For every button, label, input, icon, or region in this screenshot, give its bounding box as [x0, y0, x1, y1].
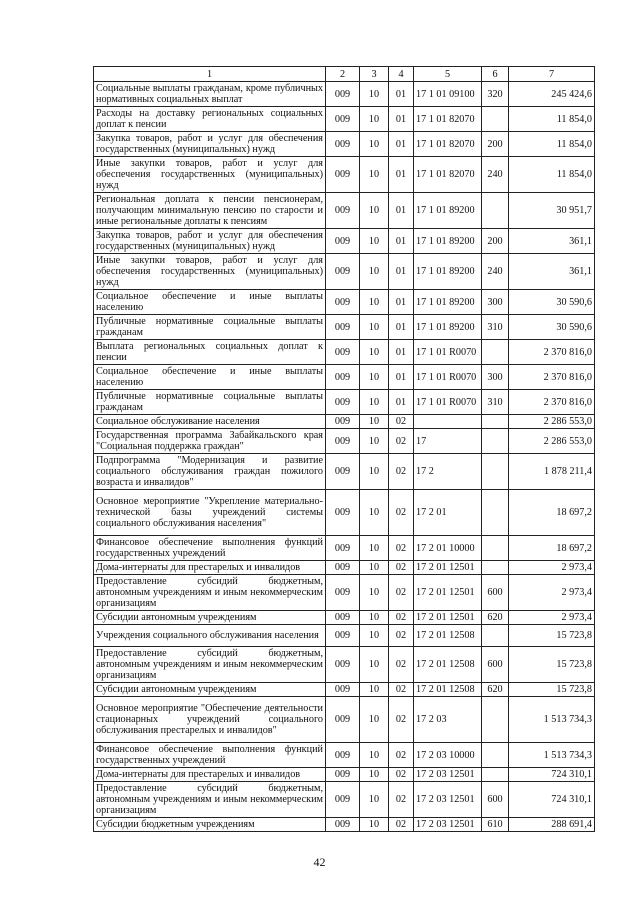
subsection-code-cell: 02 — [389, 415, 414, 429]
row-name-cell: Публичные нормативные социальные выплаты гражданам — [94, 315, 326, 340]
ministry-code-cell: 009 — [326, 157, 360, 193]
header-cell: 6 — [482, 67, 509, 82]
section-code-cell: 10 — [360, 697, 389, 743]
ministry-code-cell: 009 — [326, 536, 360, 561]
amount-cell: 1 513 734,3 — [509, 697, 595, 743]
expense-type-code-cell — [482, 193, 509, 229]
table-row — [94, 454, 595, 490]
amount-cell: 18 697,2 — [509, 536, 595, 561]
section-code-cell: 10 — [360, 743, 389, 768]
ministry-code-cell: 009 — [326, 132, 360, 157]
row-name-cell: Основное мероприятие "Обеспечение деятельности стационарных учреждений социального обслуживания престарелых и инвалидов" — [94, 697, 326, 743]
section-code-cell: 10 — [360, 229, 389, 254]
target-article-code-cell: 17 2 — [414, 454, 482, 490]
subsection-code-cell: 01 — [389, 229, 414, 254]
expense-type-code-cell: 600 — [482, 782, 509, 818]
ministry-code-cell: 009 — [326, 575, 360, 611]
expense-type-code-cell: 600 — [482, 647, 509, 683]
expense-type-code-cell: 300 — [482, 290, 509, 315]
subsection-code-cell: 01 — [389, 290, 414, 315]
target-article-code-cell: 17 1 01 82070 — [414, 107, 482, 132]
table-row — [94, 290, 595, 315]
section-code-cell: 10 — [360, 365, 389, 390]
row-name-cell: Социальное обслуживание населения — [94, 415, 326, 429]
amount-cell: 2 370 816,0 — [509, 365, 595, 390]
row-name-cell: Финансовое обеспечение выполнения функций государственных учреждений — [94, 536, 326, 561]
table-row — [94, 768, 595, 782]
row-name-cell: Выплата региональных социальных доплат к пенсии — [94, 340, 326, 365]
table-row — [94, 107, 595, 132]
subsection-code-cell: 02 — [389, 743, 414, 768]
target-article-code-cell: 17 1 01 09100 — [414, 82, 482, 107]
table-row — [94, 157, 595, 193]
section-code-cell: 10 — [360, 429, 389, 454]
section-code-cell: 10 — [360, 193, 389, 229]
row-name-cell: Финансовое обеспечение выполнения функций государственных учреждений — [94, 743, 326, 768]
section-code-cell: 10 — [360, 768, 389, 782]
ministry-code-cell: 009 — [326, 340, 360, 365]
row-name-cell: Иные закупки товаров, работ и услуг для обеспечения государственных (муниципальных) нужд — [94, 254, 326, 290]
section-code-cell: 10 — [360, 132, 389, 157]
table-row — [94, 340, 595, 365]
expense-type-code-cell — [482, 107, 509, 132]
header-cell: 2 — [326, 67, 360, 82]
expense-type-code-cell: 610 — [482, 818, 509, 832]
ministry-code-cell: 009 — [326, 611, 360, 625]
target-article-code-cell: 17 2 01 12501 — [414, 611, 482, 625]
section-code-cell: 10 — [360, 490, 389, 536]
amount-cell: 2 286 553,0 — [509, 429, 595, 454]
ministry-code-cell: 009 — [326, 561, 360, 575]
ministry-code-cell: 009 — [326, 193, 360, 229]
subsection-code-cell: 02 — [389, 782, 414, 818]
target-article-code-cell: 17 1 01 89200 — [414, 229, 482, 254]
row-name-cell: Предоставление субсидий бюджетным, автономным учреждениям и иным некоммерческим организациям — [94, 647, 326, 683]
expense-type-code-cell: 620 — [482, 611, 509, 625]
table-row — [94, 625, 595, 647]
section-code-cell: 10 — [360, 107, 389, 132]
amount-cell: 724 310,1 — [509, 768, 595, 782]
table-row — [94, 647, 595, 683]
ministry-code-cell: 009 — [326, 315, 360, 340]
subsection-code-cell: 01 — [389, 193, 414, 229]
ministry-code-cell: 009 — [326, 365, 360, 390]
table-row — [94, 254, 595, 290]
expense-type-code-cell: 240 — [482, 157, 509, 193]
row-name-cell: Иные закупки товаров, работ и услуг для обеспечения государственных (муниципальных) нужд — [94, 157, 326, 193]
expense-type-code-cell: 310 — [482, 315, 509, 340]
section-code-cell: 10 — [360, 290, 389, 315]
ministry-code-cell: 009 — [326, 415, 360, 429]
table-row — [94, 82, 595, 107]
expense-type-code-cell — [482, 561, 509, 575]
ministry-code-cell: 009 — [326, 697, 360, 743]
amount-cell: 361,1 — [509, 254, 595, 290]
target-article-code-cell: 17 2 03 12501 — [414, 768, 482, 782]
amount-cell: 2 286 553,0 — [509, 415, 595, 429]
subsection-code-cell: 02 — [389, 683, 414, 697]
table-row — [94, 490, 595, 536]
subsection-code-cell: 02 — [389, 454, 414, 490]
amount-cell: 288 691,4 — [509, 818, 595, 832]
table-body — [94, 82, 595, 832]
target-article-code-cell: 17 1 01 89200 — [414, 193, 482, 229]
amount-cell: 2 370 816,0 — [509, 390, 595, 415]
ministry-code-cell: 009 — [326, 454, 360, 490]
ministry-code-cell: 009 — [326, 490, 360, 536]
row-name-cell: Предоставление субсидий бюджетным, автономным учреждениям и иным некоммерческим организациям — [94, 575, 326, 611]
table-row — [94, 390, 595, 415]
row-name-cell: Публичные нормативные социальные выплаты гражданам — [94, 390, 326, 415]
section-code-cell: 10 — [360, 315, 389, 340]
subsection-code-cell: 01 — [389, 132, 414, 157]
expense-type-code-cell: 620 — [482, 683, 509, 697]
target-article-code-cell: 17 2 01 12508 — [414, 625, 482, 647]
target-article-code-cell: 17 1 01 89200 — [414, 290, 482, 315]
header-cell: 1 — [94, 67, 326, 82]
ministry-code-cell: 009 — [326, 254, 360, 290]
row-name-cell: Субсидии автономным учреждениям — [94, 611, 326, 625]
expense-type-code-cell: 300 — [482, 365, 509, 390]
amount-cell: 30 590,6 — [509, 315, 595, 340]
section-code-cell: 10 — [360, 415, 389, 429]
subsection-code-cell: 01 — [389, 107, 414, 132]
row-name-cell: Социальное обеспечение и иные выплаты населению — [94, 290, 326, 315]
row-name-cell: Субсидии бюджетным учреждениям — [94, 818, 326, 832]
row-name-cell: Социальное обеспечение и иные выплаты населению — [94, 365, 326, 390]
subsection-code-cell: 01 — [389, 340, 414, 365]
ministry-code-cell: 009 — [326, 683, 360, 697]
amount-cell: 30 951,7 — [509, 193, 595, 229]
table-row — [94, 536, 595, 561]
amount-cell: 30 590,6 — [509, 290, 595, 315]
row-name-cell: Закупка товаров, работ и услуг для обеспечения государственных (муниципальных) нужд — [94, 132, 326, 157]
table-row — [94, 315, 595, 340]
row-name-cell: Дома-интернаты для престарелых и инвалидов — [94, 768, 326, 782]
header-cell: 5 — [414, 67, 482, 82]
section-code-cell: 10 — [360, 157, 389, 193]
subsection-code-cell: 01 — [389, 365, 414, 390]
subsection-code-cell: 02 — [389, 561, 414, 575]
section-code-cell: 10 — [360, 611, 389, 625]
target-article-code-cell: 17 2 01 10000 — [414, 536, 482, 561]
section-code-cell: 10 — [360, 390, 389, 415]
row-name-cell: Государственная программа Забайкальского края "Социальная поддержка граждан" — [94, 429, 326, 454]
table-row — [94, 575, 595, 611]
target-article-code-cell: 17 2 03 12501 — [414, 818, 482, 832]
target-article-code-cell: 17 2 01 — [414, 490, 482, 536]
target-article-code-cell: 17 1 01 R0070 — [414, 340, 482, 365]
row-name-cell: Субсидии автономным учреждениям — [94, 683, 326, 697]
table-row — [94, 561, 595, 575]
subsection-code-cell: 01 — [389, 254, 414, 290]
amount-cell: 361,1 — [509, 229, 595, 254]
target-article-code-cell: 17 1 01 R0070 — [414, 365, 482, 390]
row-name-cell: Региональная доплата к пенсии пенсионерам, получающим минимальную пенсию по старости и иные региональные доплаты к пенсиям — [94, 193, 326, 229]
table-row — [94, 415, 595, 429]
expense-type-code-cell: 310 — [482, 390, 509, 415]
expense-type-code-cell: 200 — [482, 229, 509, 254]
target-article-code-cell: 17 2 03 12501 — [414, 782, 482, 818]
subsection-code-cell: 02 — [389, 490, 414, 536]
expense-type-code-cell — [482, 429, 509, 454]
amount-cell: 2 973,4 — [509, 561, 595, 575]
expense-type-code-cell: 600 — [482, 575, 509, 611]
ministry-code-cell: 009 — [326, 625, 360, 647]
section-code-cell: 10 — [360, 254, 389, 290]
row-name-cell: Социальные выплаты гражданам, кроме публичных нормативных социальных выплат — [94, 82, 326, 107]
table-row — [94, 132, 595, 157]
section-code-cell: 10 — [360, 683, 389, 697]
subsection-code-cell: 02 — [389, 611, 414, 625]
section-code-cell: 10 — [360, 818, 389, 832]
section-code-cell: 10 — [360, 625, 389, 647]
table-row — [94, 782, 595, 818]
header-cell: 3 — [360, 67, 389, 82]
section-code-cell: 10 — [360, 454, 389, 490]
subsection-code-cell: 02 — [389, 647, 414, 683]
target-article-code-cell: 17 1 01 89200 — [414, 315, 482, 340]
target-article-code-cell — [414, 415, 482, 429]
subsection-code-cell: 02 — [389, 818, 414, 832]
expense-type-code-cell — [482, 415, 509, 429]
amount-cell: 724 310,1 — [509, 782, 595, 818]
subsection-code-cell: 02 — [389, 697, 414, 743]
ministry-code-cell: 009 — [326, 290, 360, 315]
ministry-code-cell: 009 — [326, 82, 360, 107]
section-code-cell: 10 — [360, 536, 389, 561]
ministry-code-cell: 009 — [326, 390, 360, 415]
amount-cell: 2 370 816,0 — [509, 340, 595, 365]
row-name-cell: Дома-интернаты для престарелых и инвалидов — [94, 561, 326, 575]
row-name-cell: Расходы на доставку региональных социальных доплат к пенсии — [94, 107, 326, 132]
ministry-code-cell: 009 — [326, 107, 360, 132]
section-code-cell: 10 — [360, 575, 389, 611]
subsection-code-cell: 02 — [389, 768, 414, 782]
page-number: 42 — [313, 855, 326, 869]
expense-type-code-cell — [482, 697, 509, 743]
target-article-code-cell: 17 — [414, 429, 482, 454]
amount-cell: 11 854,0 — [509, 132, 595, 157]
target-article-code-cell: 17 2 01 12508 — [414, 647, 482, 683]
table-row — [94, 818, 595, 832]
section-code-cell: 10 — [360, 647, 389, 683]
row-name-cell: Основное мероприятие "Укрепление материально-технической базы учреждений системы социального обслуживания населения" — [94, 490, 326, 536]
expense-type-code-cell: 240 — [482, 254, 509, 290]
target-article-code-cell: 17 1 01 82070 — [414, 157, 482, 193]
table-row — [94, 193, 595, 229]
subsection-code-cell: 02 — [389, 429, 414, 454]
row-name-cell: Закупка товаров, работ и услуг для обеспечения государственных (муниципальных) нужд — [94, 229, 326, 254]
section-code-cell: 10 — [360, 340, 389, 365]
expense-type-code-cell — [482, 625, 509, 647]
amount-cell: 15 723,8 — [509, 647, 595, 683]
subsection-code-cell: 02 — [389, 536, 414, 561]
target-article-code-cell: 17 2 01 12501 — [414, 561, 482, 575]
section-code-cell: 10 — [360, 561, 389, 575]
table-row — [94, 743, 595, 768]
budget-table — [93, 66, 595, 832]
amount-cell: 2 973,4 — [509, 611, 595, 625]
ministry-code-cell: 009 — [326, 229, 360, 254]
table-row — [94, 697, 595, 743]
amount-cell: 11 854,0 — [509, 107, 595, 132]
section-code-cell: 10 — [360, 82, 389, 107]
amount-cell: 18 697,2 — [509, 490, 595, 536]
amount-cell: 11 854,0 — [509, 157, 595, 193]
expense-type-code-cell — [482, 454, 509, 490]
subsection-code-cell: 01 — [389, 315, 414, 340]
table-row — [94, 429, 595, 454]
expense-type-code-cell — [482, 743, 509, 768]
expense-type-code-cell — [482, 490, 509, 536]
section-code-cell: 10 — [360, 782, 389, 818]
target-article-code-cell: 17 1 01 89200 — [414, 254, 482, 290]
subsection-code-cell: 02 — [389, 625, 414, 647]
ministry-code-cell: 009 — [326, 429, 360, 454]
row-name-cell: Предоставление субсидий бюджетным, автономным учреждениям и иным некоммерческим организациям — [94, 782, 326, 818]
expense-type-code-cell — [482, 768, 509, 782]
table-row — [94, 365, 595, 390]
amount-cell: 15 723,8 — [509, 625, 595, 647]
table-header-row — [94, 67, 595, 82]
subsection-code-cell: 01 — [389, 390, 414, 415]
row-name-cell: Учреждения социального обслуживания населения — [94, 625, 326, 647]
amount-cell: 245 424,6 — [509, 82, 595, 107]
header-cell: 7 — [509, 67, 595, 82]
target-article-code-cell: 17 1 01 R0070 — [414, 390, 482, 415]
target-article-code-cell: 17 2 03 10000 — [414, 743, 482, 768]
ministry-code-cell: 009 — [326, 743, 360, 768]
subsection-code-cell: 01 — [389, 82, 414, 107]
ministry-code-cell: 009 — [326, 782, 360, 818]
expense-type-code-cell: 320 — [482, 82, 509, 107]
table-row — [94, 611, 595, 625]
subsection-code-cell: 02 — [389, 575, 414, 611]
expense-type-code-cell: 200 — [482, 132, 509, 157]
ministry-code-cell: 009 — [326, 818, 360, 832]
ministry-code-cell: 009 — [326, 768, 360, 782]
target-article-code-cell: 17 2 01 12501 — [414, 575, 482, 611]
ministry-code-cell: 009 — [326, 647, 360, 683]
header-cell: 4 — [389, 67, 414, 82]
expense-type-code-cell — [482, 340, 509, 365]
target-article-code-cell: 17 2 03 — [414, 697, 482, 743]
amount-cell: 1 513 734,3 — [509, 743, 595, 768]
subsection-code-cell: 01 — [389, 157, 414, 193]
expense-type-code-cell — [482, 536, 509, 561]
row-name-cell: Подпрограмма "Модернизация и развитие социального обслуживания граждан пожилого возраста и инвалидов" — [94, 454, 326, 490]
target-article-code-cell: 17 1 01 82070 — [414, 132, 482, 157]
amount-cell: 1 878 211,4 — [509, 454, 595, 490]
table-row — [94, 683, 595, 697]
amount-cell: 2 973,4 — [509, 575, 595, 611]
table-row — [94, 229, 595, 254]
target-article-code-cell: 17 2 01 12508 — [414, 683, 482, 697]
amount-cell: 15 723,8 — [509, 683, 595, 697]
